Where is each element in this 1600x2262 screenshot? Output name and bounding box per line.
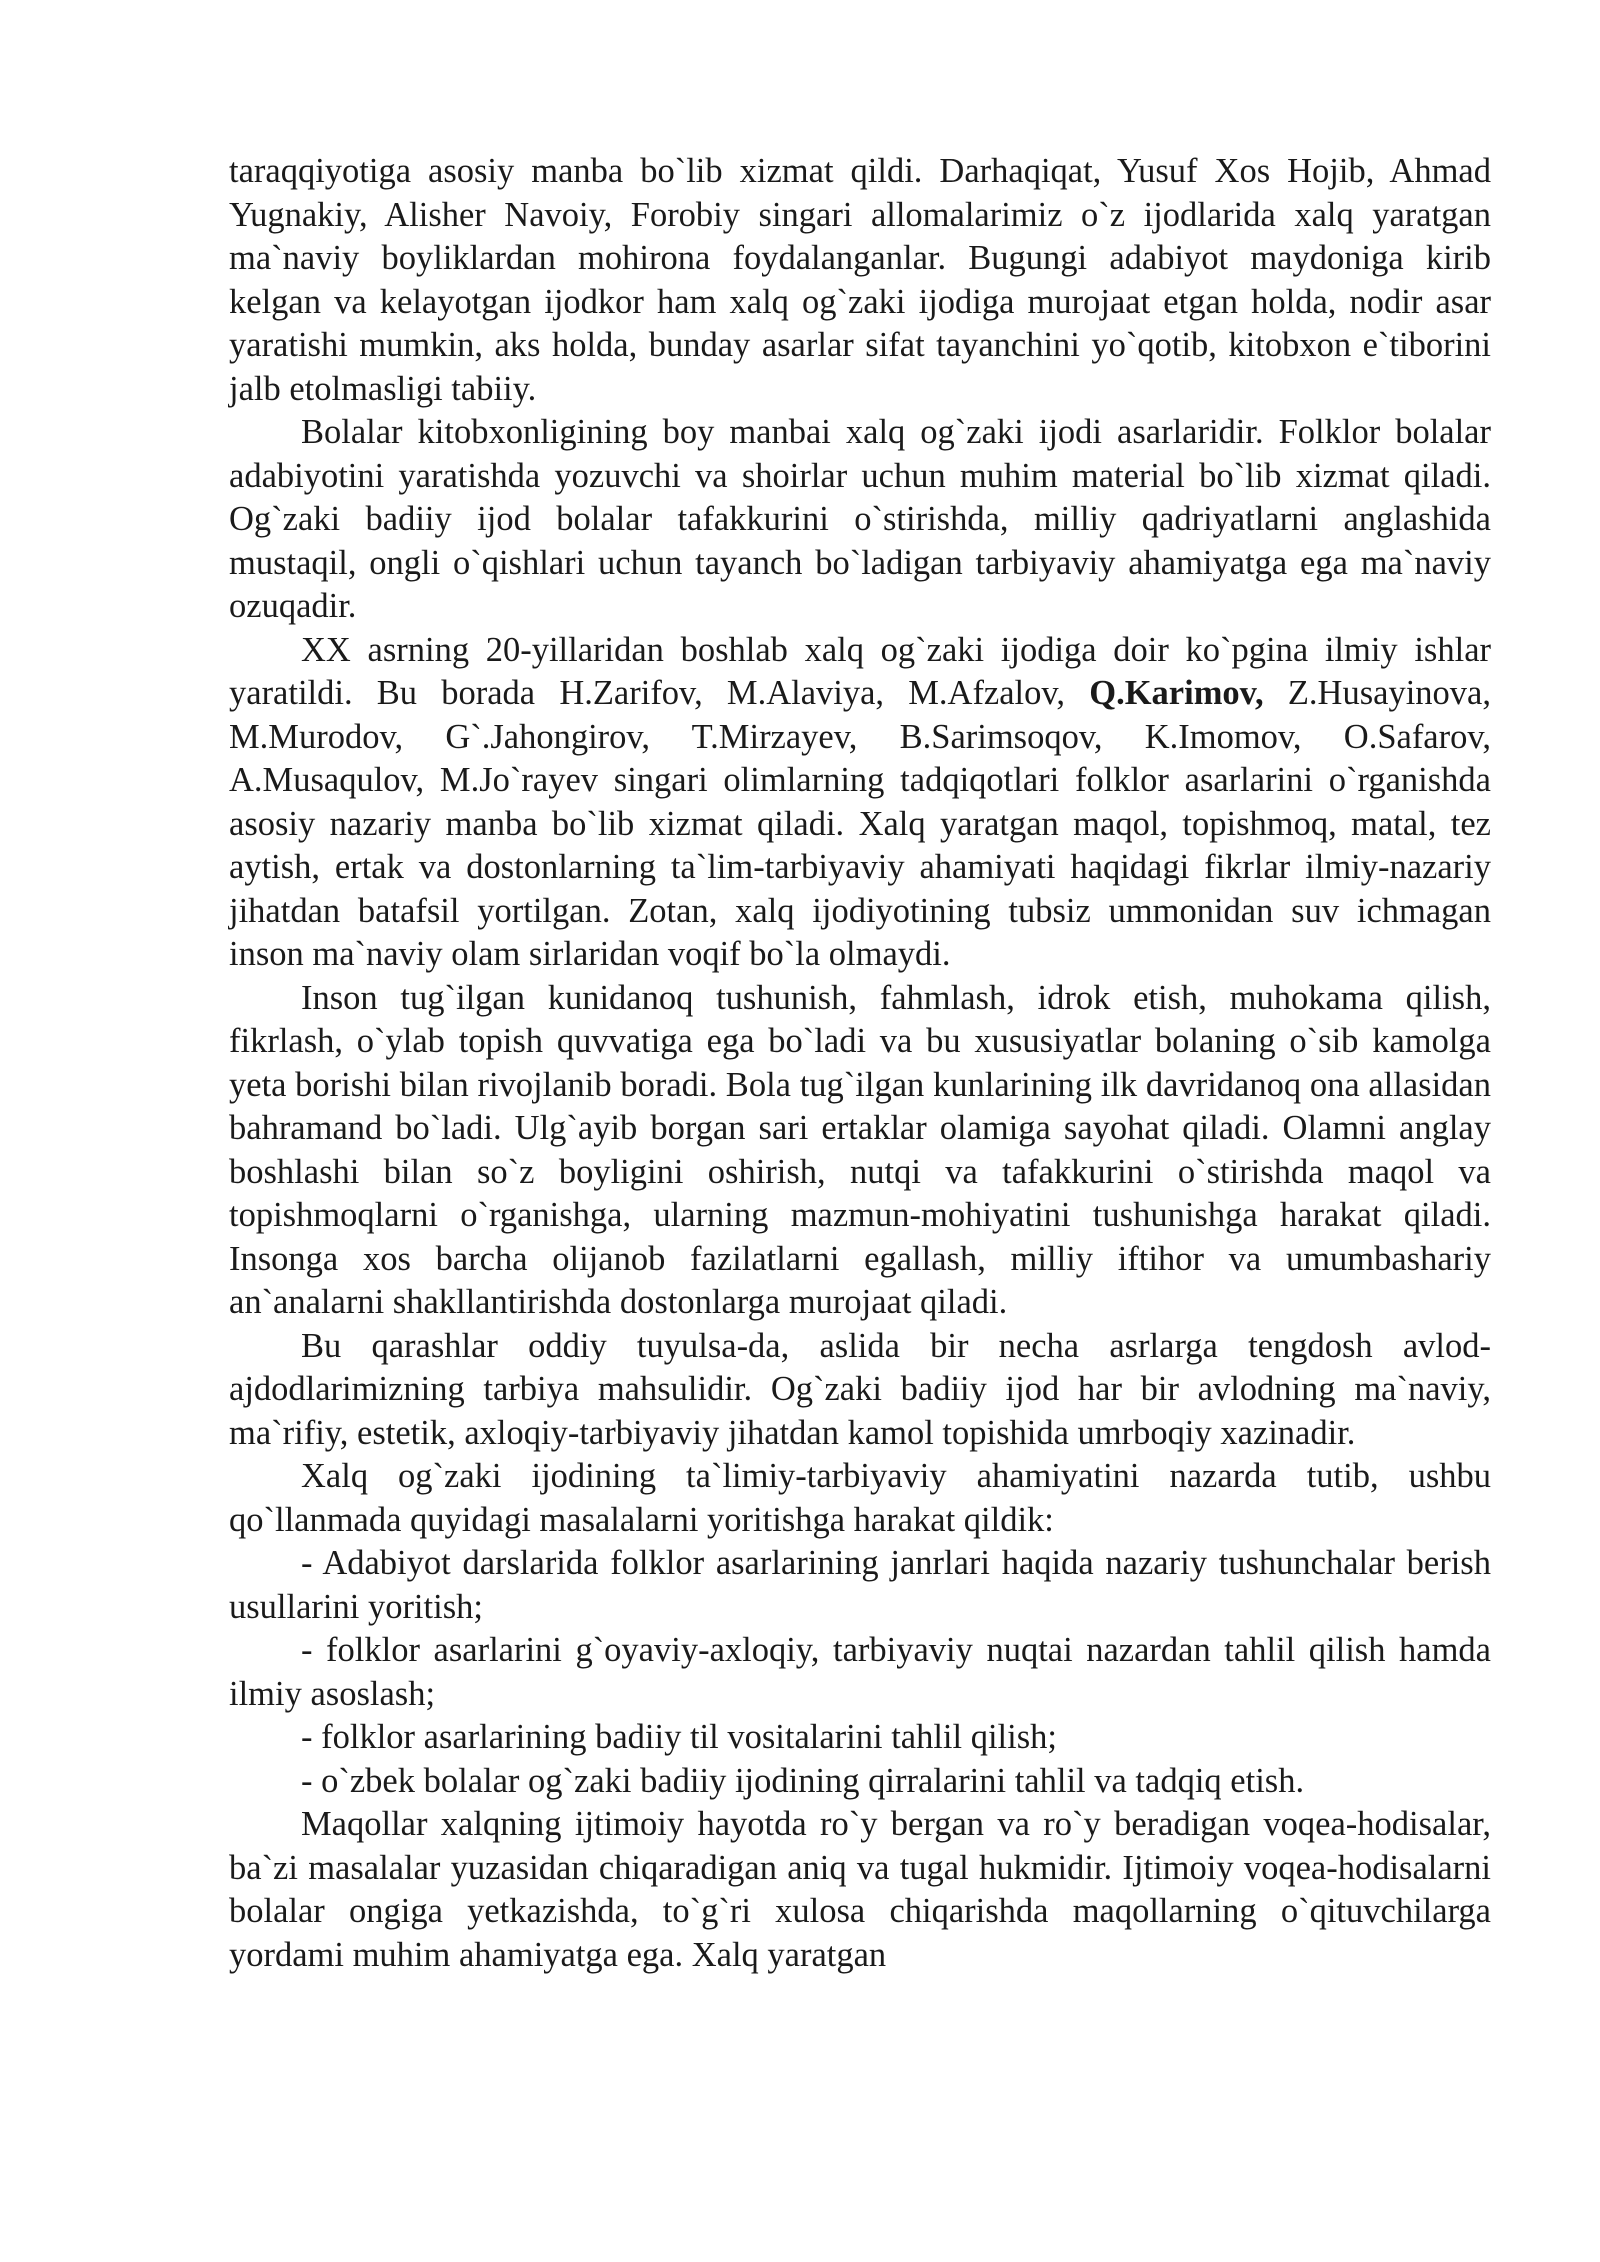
paragraph-3 — [229, 629, 1491, 977]
paragraph-3-text-after: Z.Husayinova, M.Murodov, G`.Jahongirov, T.Mirzayev, B.Sarimsoqov, K.Imomov, O.Safarov, A.Musaqulov, M.Jo`rayev singari olimlarning tadqiqotlari folklor asarlarini o`rganishda asosiy nazariy manba bo`lib xizmat qiladi. Xalq yaratgan maqol, topishmoq, matal, tez aytish, ertak va dostonlarning ta`lim-tarbiyaviy ahamiyati haqidagi fikrlar ilmiy-nazariy jihatdan batafsil yortilgan. Zotan, xalq ijodiyotining tubsiz ummonidan suv ichmagan inson ma`naviy olam sirlaridan voqif bo`la olmaydi. — [229, 674, 1491, 973]
paragraph-5: Bu qarashlar oddiy tuyulsa-da, aslida bir necha asrlarga tengdosh avlod-ajdodlarimizning tarbiya mahsulidir. Og`zaki badiiy ijod har bir avlodning ma`naviy, ma`rifiy, estetik, axloqiy-tarbiyaviy jihatdan kamol topishida umrboqiy xazinadir. — [229, 1326, 1491, 1452]
list-item-2: - folklor asarlarini g`oyaviy-axloqiy, tarbiyaviy nuqtai nazardan tahlil qilish hamda ilmiy asoslash; — [229, 1631, 1491, 1713]
paragraph-4: Inson tug`ilgan kunidanoq tushunish, fahmlash, idrok etish, muhokama qilish, fikrlash, o`ylab topish quvvatiga ega bo`ladi va bu xususiyatlar bolaning o`sib kamolga yeta borishi bilan rivojlanib boradi. Bola tug`ilgan kunlarining ilk davridanoq ona allasidan bahramand bo`ladi. Ulg`ayib borgan sari ertaklar olamiga sayohat qiladi. Olamni anglay boshlashi bilan so`z boyligini oshirish, nutqi va tafakkurini o`stirishda maqol va topishmoqlarni o`rganishga, ularning mazmun-mohiyatini tushunishga harakat qiladi. Insonga xos barcha olijanob fazilatlarni egallash, milliy iftihor va umumbashariy an`analarni shakllantirishda dostonlarga murojaat qiladi. — [229, 978, 1491, 1321]
paragraph-6: Xalq og`zaki ijodining ta`limiy-tarbiyaviy ahamiyatini nazarda tutib, ushbu qo`llanmada quyidagi masalalarni yoritishga harakat qildik: — [229, 1457, 1491, 1539]
list-item-3: - folklor asarlarining badiiy til vositalarini tahlil qilish; — [301, 1718, 1057, 1756]
list-item-4: - o`zbek bolalar og`zaki badiiy ijodining qirralarini tahlil va tadqiq etish. — [301, 1761, 1305, 1800]
document-page — [229, 150, 1491, 1977]
paragraph-1: taraqqiyotiga asosiy manba bo`lib xizmat qildi. Darhaqiqat, Yusuf Xos Hojib, Ahmad Yugnakiy, Alisher Navoiy, Forobiy singari allomalarimiz o`z ijodlarida xalq yaratgan ma`naviy boyliklardan mohirona foydalanganlar. Bugungi adabiyot maydoniga kirib kelgan va kelayotgan ijodkor ham xalq og`zaki ijodiga murojaat etgan holda, nodir asar yaratishi mumkin, aks holda, bunday asarlar sifat tayanchini yo`qotib, kitobxon e`tiborini jalb etolmasligi tabiiy. — [229, 152, 1491, 408]
paragraph-3-text-before: XX asrning 20-yillaridan boshlab xalq og`zaki ijodiga doir ko`pgina ilmiy ishlar yaratildi. Bu borada H.Zarifov, M.Alaviya, M.Afzalov, — [229, 630, 1491, 712]
paragraph-3-bold-name: Q.Karimov, — [1089, 674, 1264, 712]
paragraph-7: Maqollar xalqning ijtimoiy hayotda ro`y bergan va ro`y beradigan voqea-hodisalar, ba`zi masalalar yuzasidan chiqaradigan aniq va tugal hukmidir. Ijtimoiy voqea-hodisalarni bolalar ongiga yetkazishda, to`g`ri xulosa chiqarishda maqollarning o`qituvchilarga yordami muhim ahamiyatga ega. Xalq yaratgan — [229, 1805, 1491, 1974]
paragraph-2: Bolalar kitobxonligining boy manbai xalq og`zaki ijodi asarlaridir. Folklor bolalar adabiyotini yaratishda yozuvchi va shoirlar uchun muhim material bo`lib xizmat qiladi. Og`zaki badiiy ijod bolalar tafakkurini o`stirishda, milliy qadriyatlarni anglashida mustaqil, ongli o`qishlari uchun tayanch bo`ladigan tarbiyaviy ahamiyatga ega ma`naviy ozuqadir. — [229, 413, 1491, 625]
list-item-1: - Adabiyot darslarida folklor asarlarining janrlari haqida nazariy tushunchalar berish usullarini yoritish; — [229, 1544, 1491, 1626]
